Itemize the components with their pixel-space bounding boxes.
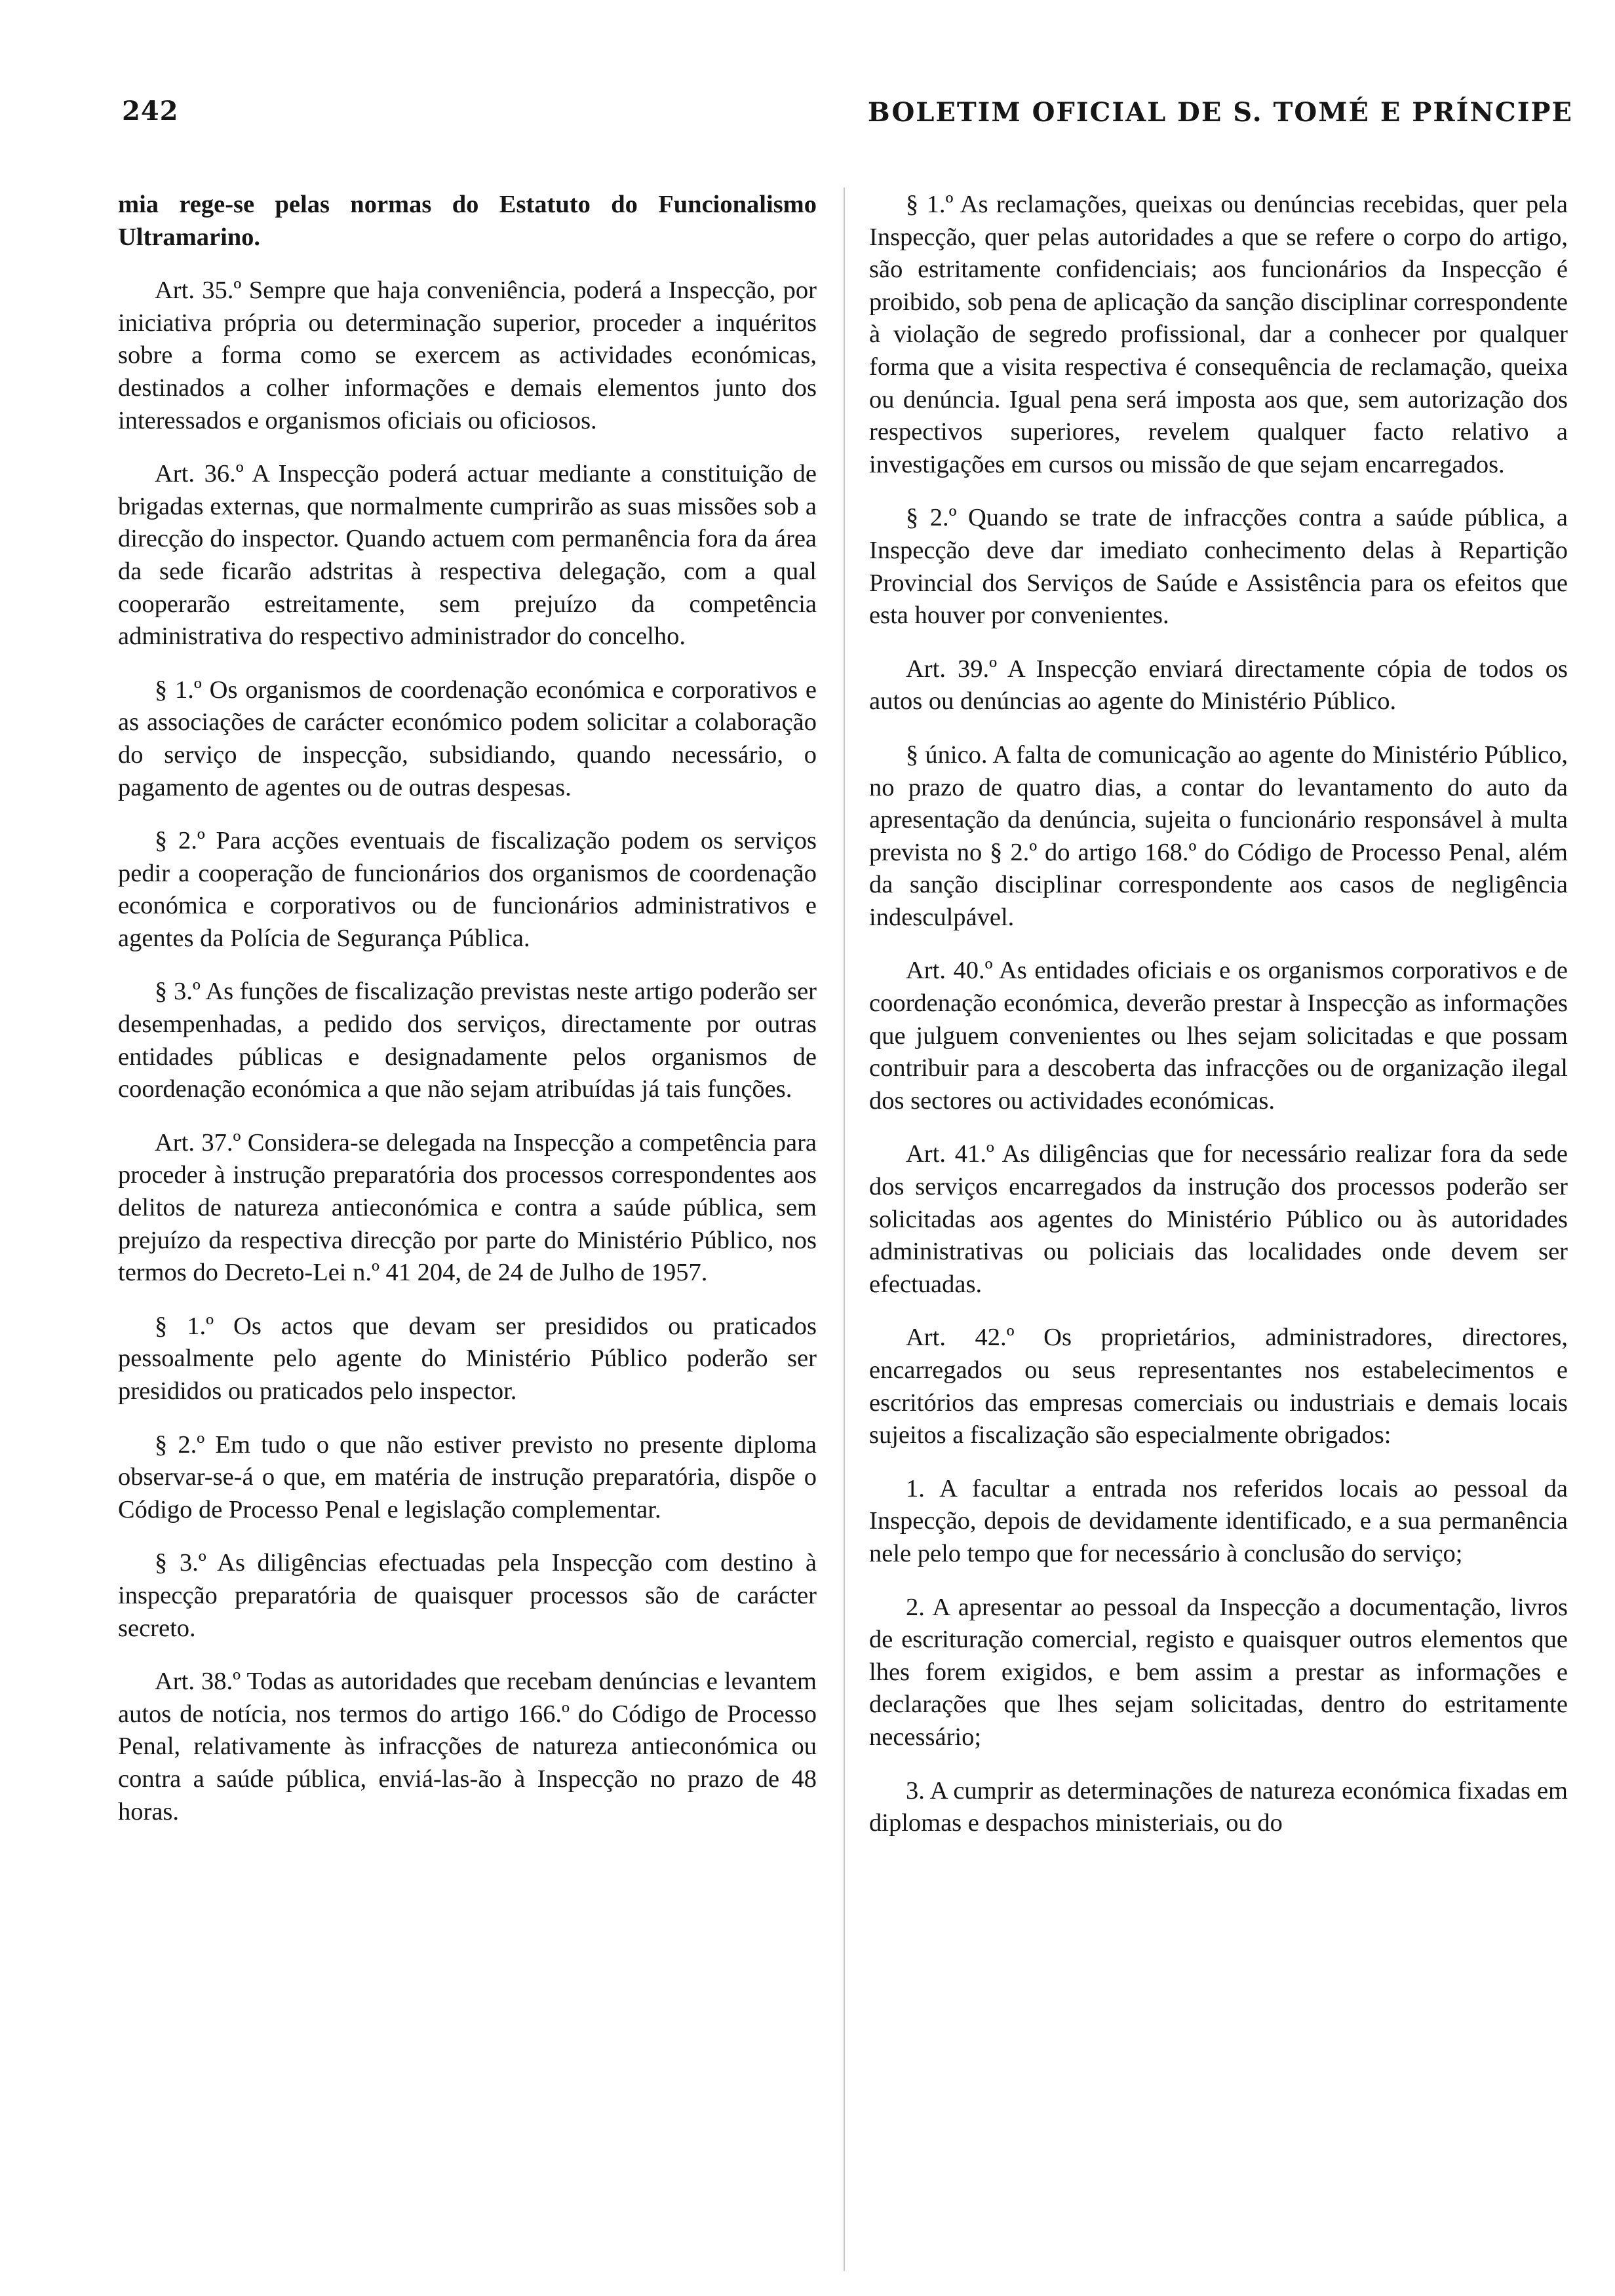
article-36: Art. 36.º A Inspecção poderá actuar mediante a constituição de brigadas externas, que normalmente cumprirão as suas missões sob a direcção do inspector. Quando actuem com permanência fora da área da sede ficarão adstritas à respectiva delegação, com a qual cooperarão estreitamente, sem prejuízo da competência administrativa do respectivo administrador do concelho. [118, 460, 817, 651]
article-36-paragraph-1: § 1.º Os organismos de coordenação económica e corporativos e as associações de carácter económico podem solicitar a colaboração do serviço de inspecção, subsidiando, quando necessário, o pagamento de agentes ou de outras despesas. [118, 676, 817, 801]
publication-title: BOLETIM OFICIAL DE S. TOMÉ E PRÍNCIPE [867, 97, 1573, 128]
article-40: Art. 40.º As entidades oficiais e os organismos corporativos e de coordenação económica, deverão prestar à Inspecção as informações que julguem convenientes ou lhes sejam solicitadas e que possam contribuir para a descoberta das infracções ou de organização ilegal dos sectores ou actividades económicas. [869, 957, 1568, 1115]
left-column [118, 189, 817, 1843]
article-38-paragraph-1: § 1.º As reclamações, queixas ou denúncias recebidas, quer pela Inspecção, quer pelas autoridades a que se refere o corpo do artigo, são estritamente confidenciais; aos funcionários da Inspecção é proibido, sob pena de aplicação da sanção disciplinar correspondente à violação de segredo profissional, dar a conhecer por qualquer forma que a visita respectiva é consequência de reclamação, queixa ou denúncia. Igual pena será imposta aos que, sem autorização dos respectivos superiores, revelem qualquer facto relativo a investigações em cursos ou missão de que sejam encarregados. [869, 191, 1568, 478]
article-41: Art. 41.º As diligências que for necessário realizar fora da sede dos serviços encarregados da instrução dos processos poderão ser solicitadas aos agentes do Ministério Público ou às autoridades administrativas ou policiais das localidades onde devem ser efectuadas. [869, 1140, 1568, 1298]
article-37-paragraph-3: § 3.º As diligências efectuadas pela Inspecção com destino à inspecção preparatória de quaisquer processos são de carácter secreto. [118, 1549, 817, 1642]
article-42: Art. 42.º Os proprietários, administradores, directores, encarregados ou seus representantes nos estabelecimentos e escritórios das empresas comerciais ou industriais e demais locais sujeitos a fiscalização são especialmente obrigados: [869, 1324, 1568, 1449]
article-35: Art. 35.º Sempre que haja conveniência, poderá a Inspecção, por iniciativa própria ou determinação superior, proceder a inquéritos sobre a forma como se exercem as actividades económicas, destinados a colher informações e demais elementos junto dos interessados e organismos oficiais ou oficiosos. [118, 277, 817, 434]
article-42-item-3: 3. A cumprir as determinações de natureza económica fixadas em diplomas e despachos ministeriais, ou do [869, 1776, 1568, 1837]
article-39: Art. 39.º A Inspecção enviará directamente cópia de todos os autos ou denúncias ao agente do Ministério Público. [869, 655, 1568, 716]
article-42-item-1: 1. A facultar a entrada nos referidos locais ao pessoal da Inspecção, depois de devidamente identificado, e a sua permanência nele pelo tempo que for necessário à conclusão do serviço; [869, 1474, 1568, 1567]
article-36-paragraph-3: § 3.º As funções de fiscalização previstas neste artigo poderão ser desempenhadas, a pedido dos serviços, directamente por outras entidades públicas e designadamente pelos organismos de coordenação económica a que não sejam atribuídas já tais funções. [118, 978, 817, 1103]
article-39-single-paragraph: § único. A falta de comunicação ao agente do Ministério Público, no prazo de quatro dias, a contar do levantamento do auto da apresentação da denúncia, sujeita o funcionário responsável à multa prevista no § 2.º do artigo 168.º do Código de Processo Penal, além da sanção disciplinar correspondente aos casos de negligência indesculpável. [869, 740, 1568, 931]
article-38: Art. 38.º Todas as autoridades que recebam denúncias e levantem autos de notícia, nos termos do artigo 166.º do Código de Processo Penal, relativamente às infracções de natureza antieconómica ou contra a saúde pública, enviá-las-ão à Inspecção no prazo de 48 horas. [118, 1668, 817, 1826]
article-36-paragraph-2: § 2.º Para acções eventuais de fiscalização podem os serviços pedir a cooperação de funcionários dos organismos de coordenação económica e corporativos ou de funcionários administrativos e agentes da Polícia de Segurança Pública. [118, 827, 817, 952]
right-column [869, 189, 1568, 1854]
article-38-paragraph-2: § 2.º Quando se trate de infracções contra a saúde pública, a Inspecção deve dar imediato conhecimento delas à Repartição Provincial dos Serviços de Saúde e Assistência para os efeitos que esta houver por convenientes. [869, 504, 1568, 630]
article-37-paragraph-2: § 2.º Em tudo o que não estiver previsto no presente diploma observar-se-á o que, em matéria de instrução preparatória, dispõe o Código de Processo Penal e legislação complementar. [118, 1430, 817, 1523]
article-37-paragraph-1: § 1.º Os actos que devam ser presididos ou praticados pessoalmente pelo agente do Ministério Público poderão ser presididos ou praticados pelo inspector. [118, 1312, 817, 1405]
paragraph-continuation: mia rege-se pelas normas do Estatuto do Funcionalismo Ultramarino. [118, 191, 817, 251]
article-42-item-2: 2. A apresentar ao pessoal da Inspecção a documentação, livros de escrituração comercial, registo e quaisquer outros elementos que lhes forem exigidos, e bem assim a prestar as informações e declarações que lhes sejam solicitadas, dentro do estritamente necessário; [869, 1593, 1568, 1751]
article-37: Art. 37.º Considera-se delegada na Inspecção a competência para proceder à instrução preparatória dos processos correspondentes aos delitos de natureza antieconómica e contra a saúde pública, sem prejuízo da respectiva direcção por parte do Ministério Público, nos termos do Decreto-Lei n.º 41 204, de 24 de Julho de 1957. [118, 1128, 817, 1287]
column-divider [844, 187, 845, 2271]
page-number: 242 [122, 96, 179, 126]
